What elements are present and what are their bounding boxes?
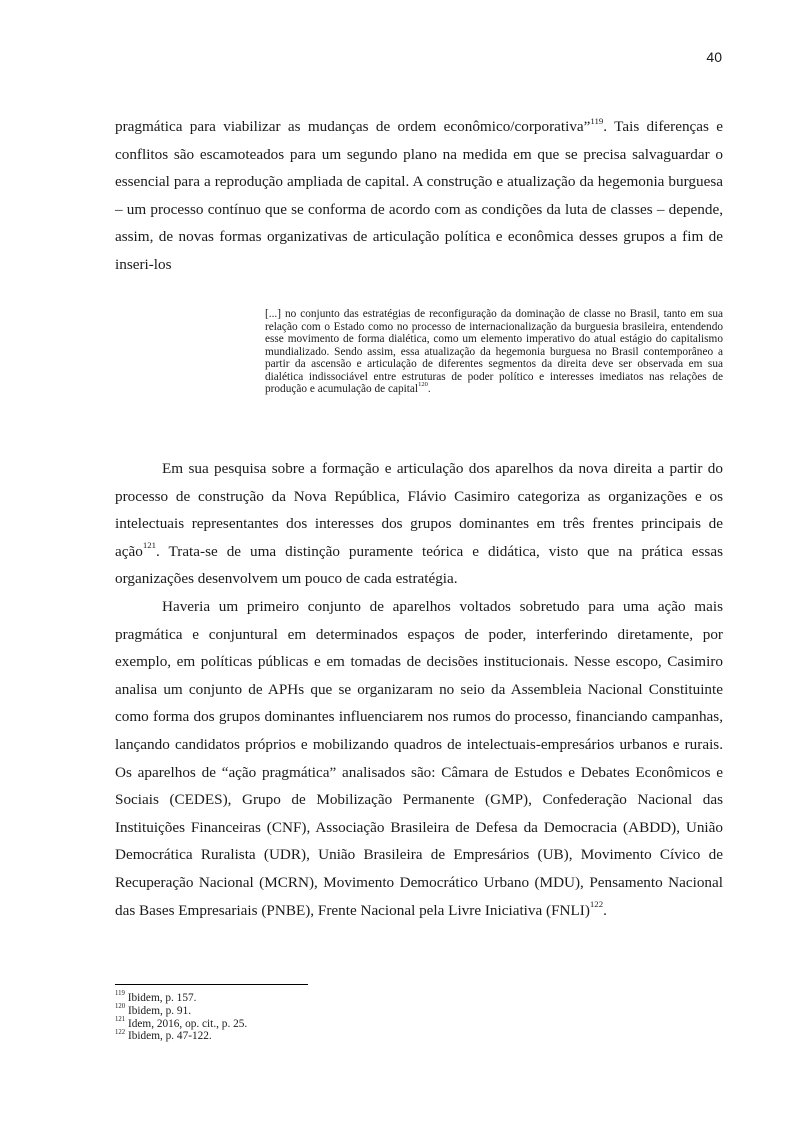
paragraph-text: . Trata-se de uma distinção puramente teórica e didática, visto que na prática essas organizações desenvolvem um pouco de cada estratégia.	[115, 542, 723, 588]
footnote-reference[interactable]: 121	[142, 540, 157, 551]
footnote-number: 122	[115, 1028, 126, 1036]
body-paragraph-3	[115, 593, 723, 924]
footnote-number: 120	[115, 1003, 126, 1011]
paragraph-text: pragmática para viabilizar as mudanças de ordem econômico/corporativa”	[115, 118, 591, 135]
footnote-item	[115, 1030, 515, 1043]
body-paragraph-2	[115, 455, 723, 593]
footnote-separator	[115, 984, 308, 985]
footnote-reference[interactable]: 122	[589, 899, 604, 910]
paragraph-end: .	[603, 901, 607, 919]
paragraph-text: . Tais diferenças e conflitos são escamoteados para um segundo plano na medida em que se precisa salvaguardar o essencial para a reprodução ampliada de capital. A construção e atualização da hegemonia burguesa – um processo contínuo que se conforma de acordo com as condições da luta de classes – depende, assim, de novas formas organizativas de articulação política e econômica desses grupos a fim de inseri-los	[115, 118, 723, 273]
footnote-item	[115, 992, 515, 1005]
footnote-number: 121	[115, 1015, 126, 1023]
paragraph-text: Em sua pesquisa sobre a formação e articulação dos aparelhos da nova direita a partir do processo de construção da Nova República, Flávio Casimiro categoriza as organizações e os intelectuais representantes dos interesses dos grupos dominantes em três frentes principais de ação	[115, 460, 723, 560]
page-number: 40	[706, 49, 722, 65]
footnote-reference[interactable]: 119	[590, 115, 604, 126]
quote-text: [...] no conjunto das estratégias de reconfiguração da dominação de classe no Brasil, tanto em sua relação com o Estado como no processo de internacionalização da burguesia brasileira, entendendo esse movimento de forma dialética, como um elemento imperativo do atual estágio do capitalismo mundializado. Sendo assim, essa atualização da hegemonia burguesa no Brasil contemporâneo a partir da ascensão e articulação de diferentes segmentos da direita deve ser observada em sua dialética indissociável entre estruturas de poder político e interesses imediatos nas relações de produção e acumulação de capital	[265, 308, 723, 395]
footnote-reference[interactable]: 120	[418, 381, 428, 389]
footnotes-list	[115, 992, 515, 1043]
footnote-number: 119	[115, 990, 125, 998]
block-quote	[265, 308, 723, 396]
body-paragraph-1	[115, 113, 723, 279]
footnote-text: Ibidem, p. 47-122.	[125, 1030, 212, 1043]
paragraph-text: Haveria um primeiro conjunto de aparelhos voltados sobretudo para uma ação mais pragmática e conjuntural em determinados espaços de poder, interferindo diretamente, por exemplo, em políticas públicas e em tomadas de decisões institucionais. Nesse escopo, Casimiro analisa um conjunto de APHs que se organizaram no seio da Assembleia Nacional Constituinte como forma dos grupos dominantes influenciarem nos rumos do processo, financiando campanhas, lançando candidatos próprios e mobilizando quadros de intelectuais-empresários urbanos e rurais. Os aparelhos de “ação pragmática” analisados são: Câmara de Estudos e Debates Econômicos e Sociais (CEDES), Grupo de Mobilização Permanente (GMP), Confederação Nacional das Instituições Financeiras (CNF), Associação Brasileira de Defesa da Democracia (ABDD), União Democrática Ruralista (UDR), União Brasileira de Empresários (UB), Movimento Cívico de Recuperação Nacional (MCRN), Movimento Democrático Urbano (MDU), Pensamento Nacional das Bases Empresariais (PNBE), Frente Nacional pela Livre Iniciativa (FNLI)	[115, 598, 723, 919]
quote-end: .	[427, 383, 431, 395]
footnote-item	[115, 1005, 515, 1018]
footnote-text: Idem, 2016, op. cit., p. 25.	[125, 1017, 248, 1030]
footnote-text: Ibidem, p. 91.	[125, 1004, 192, 1017]
footnote-item	[115, 1015, 515, 1031]
footnote-text: Ibidem, p. 157.	[124, 992, 197, 1004]
